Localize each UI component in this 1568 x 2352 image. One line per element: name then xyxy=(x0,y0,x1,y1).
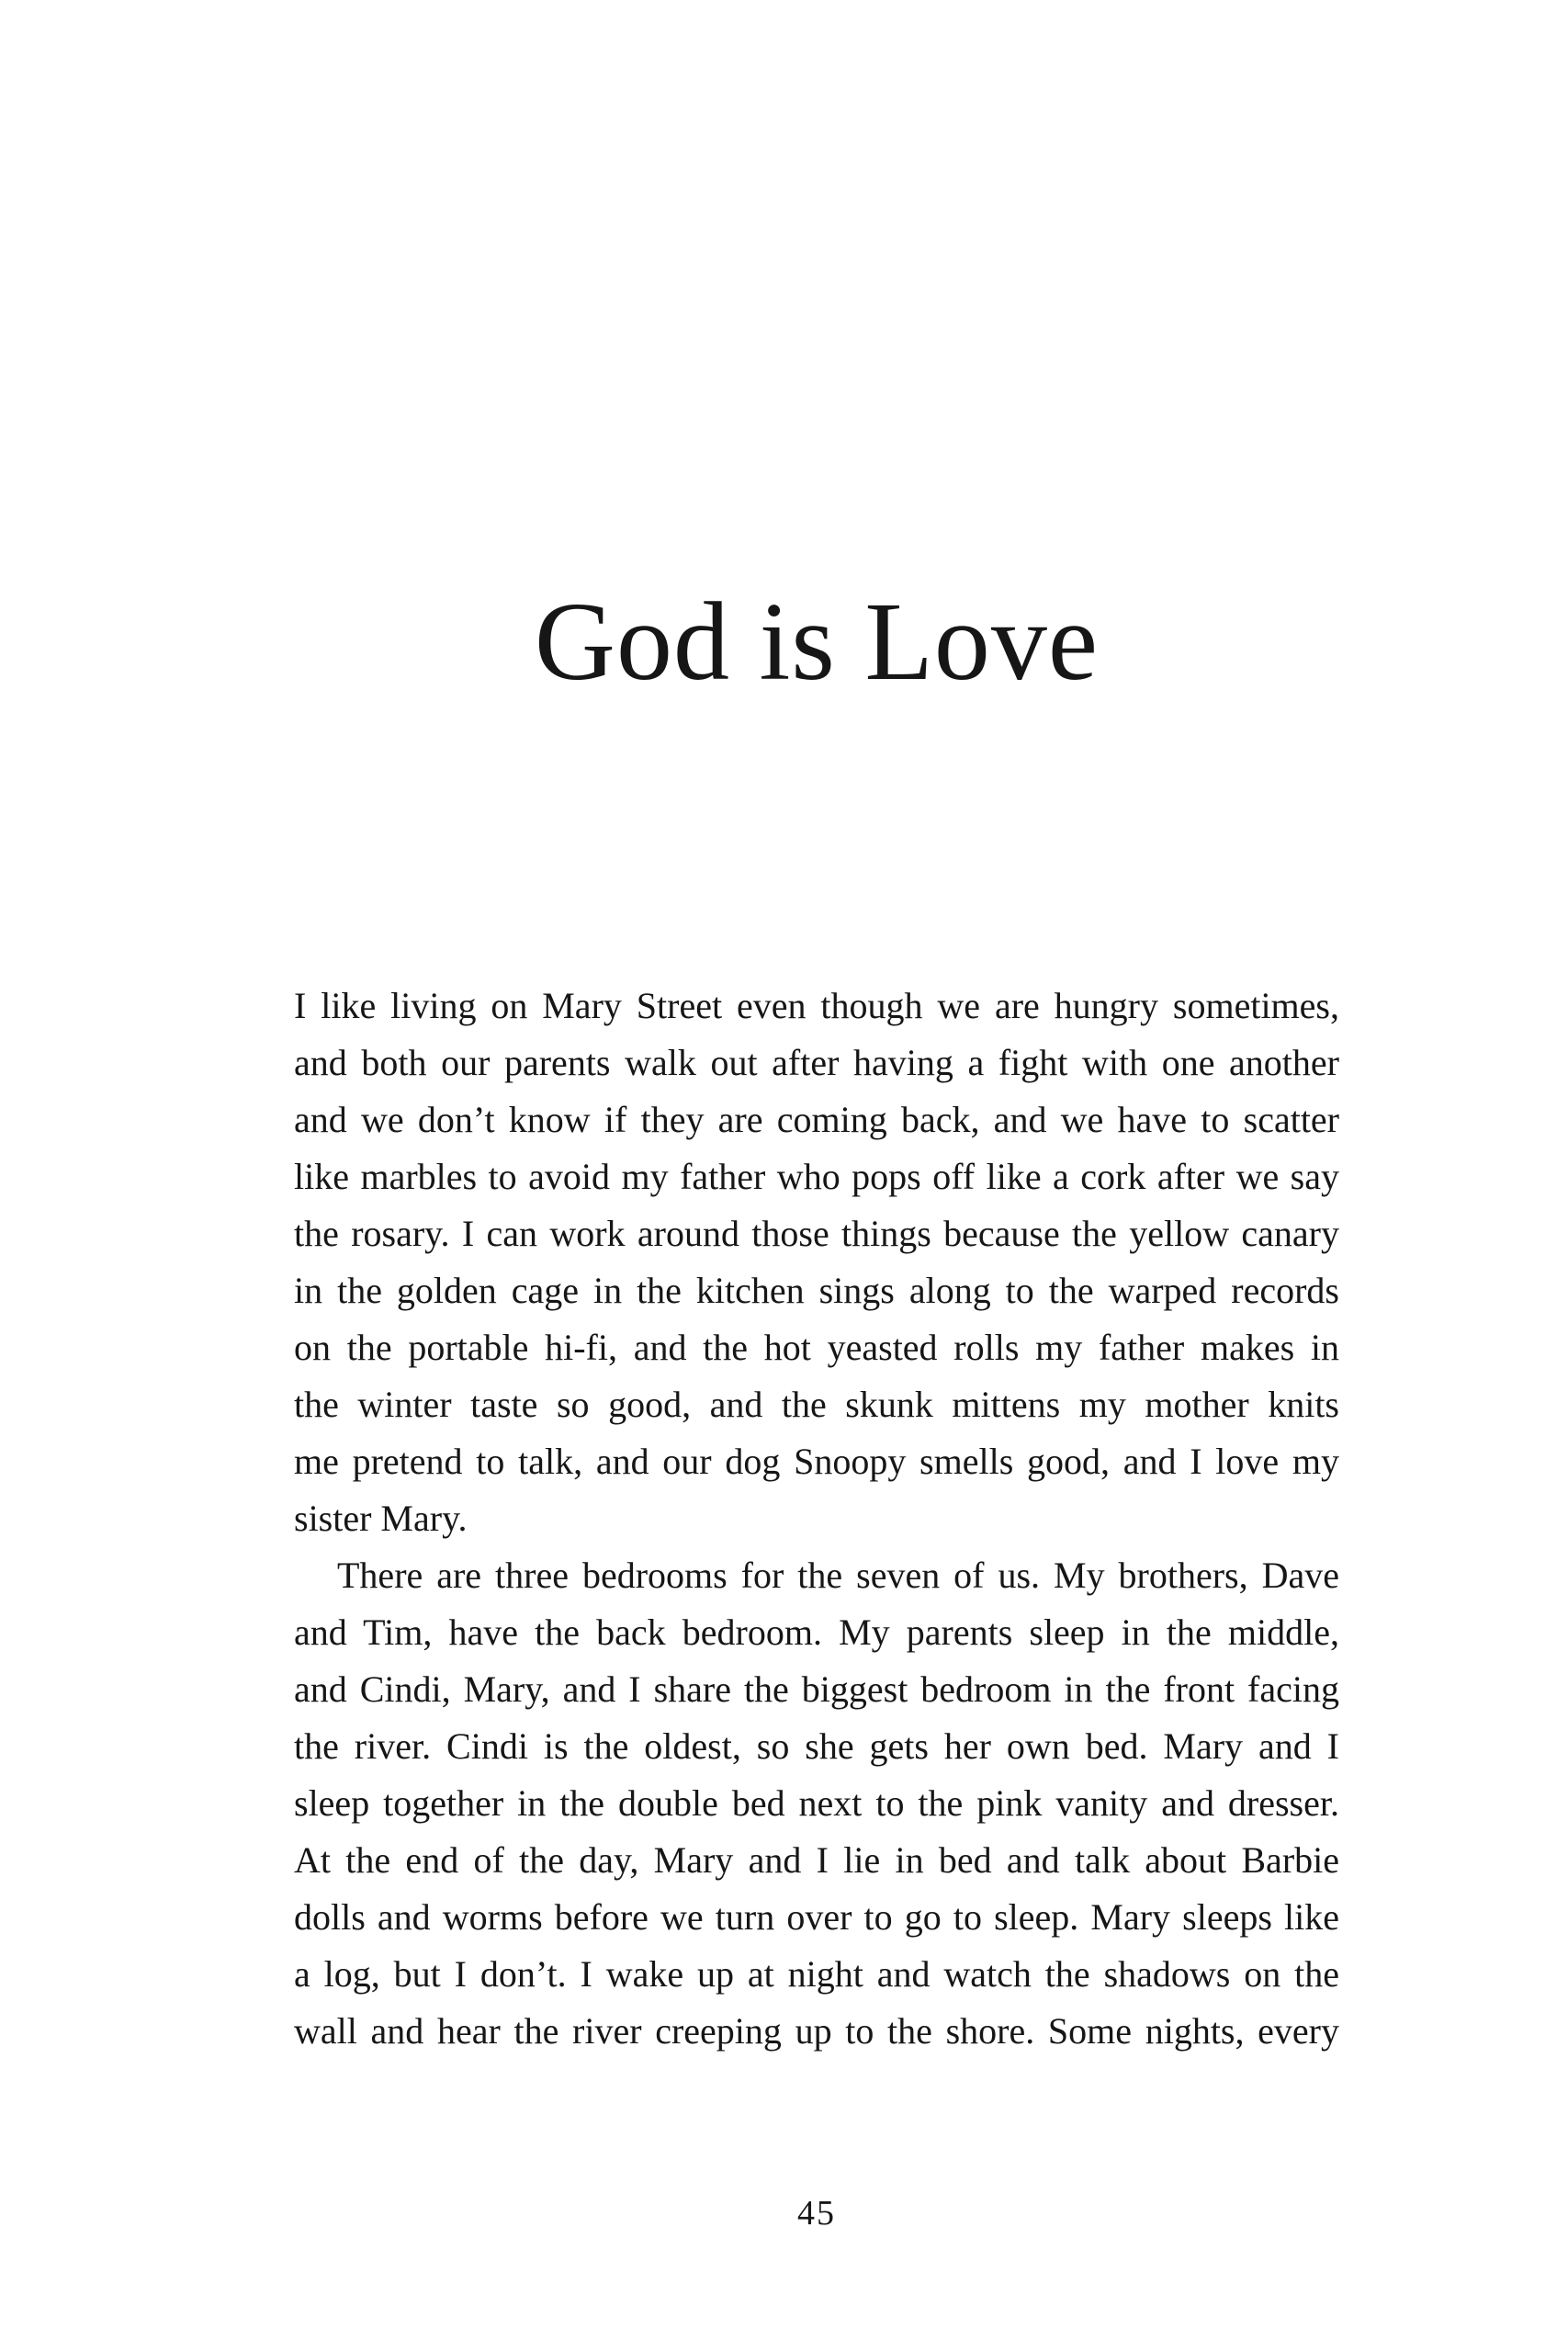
text-line: sleep together in the double bed next to the pink vanity and dresser. xyxy=(294,1782,1339,1824)
text-line: the rosary. I can work around those things because the yellow canary xyxy=(294,1213,1339,1254)
text-line: I like living on Mary Street even though we are hungry sometimes, xyxy=(294,985,1339,1026)
text-line: dolls and worms before we turn over to go to sleep. Mary sleeps like xyxy=(294,1896,1339,1938)
text-line: wall and hear the river creeping up to the shore. Some nights, every xyxy=(294,2010,1339,2052)
text-line: a log, but I don’t. I wake up at night and watch the shadows on the xyxy=(294,1953,1339,1995)
text-line: and we don’t know if they are coming back, and we have to scatter xyxy=(294,1099,1339,1140)
text-line: the winter taste so good, and the skunk mittens my mother knits xyxy=(294,1384,1339,1425)
text-line: me pretend to talk, and our dog Snoopy smells good, and I love my xyxy=(294,1441,1339,1482)
text-line: and both our parents walk out after having a fight with one another xyxy=(294,1042,1339,1083)
paragraph xyxy=(294,1547,1339,2060)
page-number: 45 xyxy=(797,2194,836,2233)
text-line: on the portable hi-fi, and the hot yeasted rolls my father makes in xyxy=(294,1327,1339,1368)
text-line: At the end of the day, Mary and I lie in bed and talk about Barbie xyxy=(294,1839,1339,1881)
text-line: in the golden cage in the kitchen sings along to the warped records xyxy=(294,1270,1339,1311)
text-line: sister Mary. xyxy=(294,1498,468,1539)
chapter-title: God is Love xyxy=(534,580,1100,704)
text-line: and Tim, have the back bedroom. My parents sleep in the middle, xyxy=(294,1611,1339,1653)
text-line: and Cindi, Mary, and I share the biggest bedroom in the front facing xyxy=(294,1668,1339,1710)
text-line: the river. Cindi is the oldest, so she gets her own bed. Mary and I xyxy=(294,1725,1339,1767)
text-line: like marbles to avoid my father who pops off like a cork after we say xyxy=(294,1156,1339,1197)
body-text xyxy=(294,978,1339,2060)
paragraph xyxy=(294,978,1339,1547)
text-line: There are three bedrooms for the seven of us. My brothers, Dave xyxy=(337,1555,1339,1596)
